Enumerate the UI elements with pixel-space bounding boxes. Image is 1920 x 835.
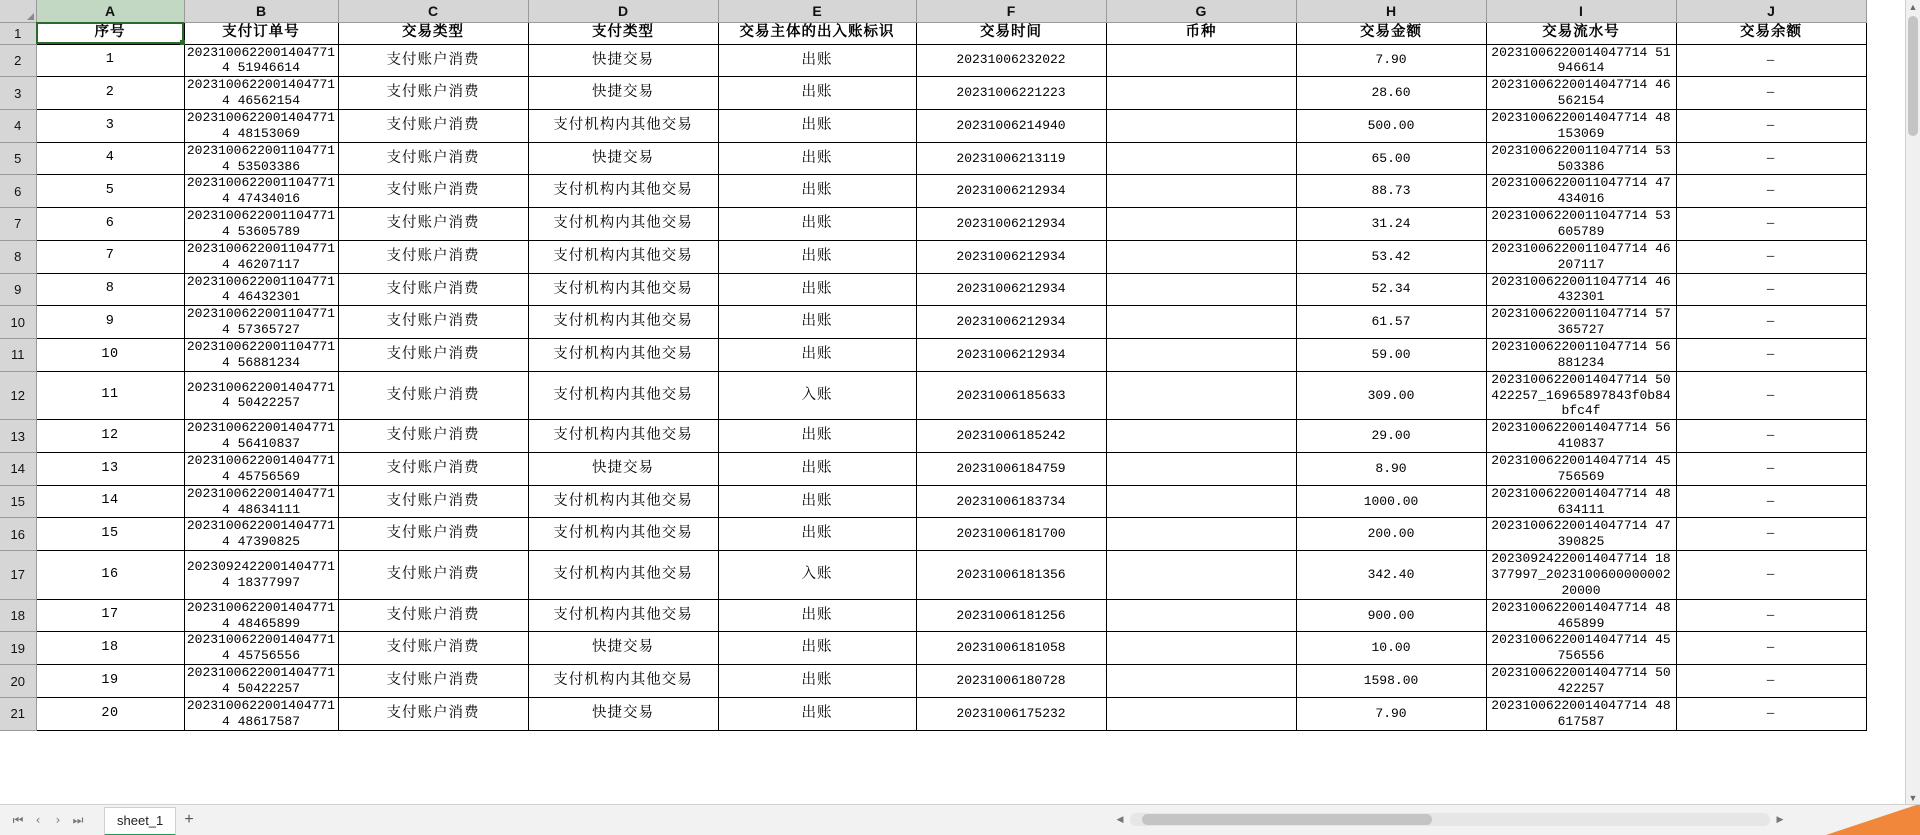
cell-I21[interactable]: 20231006220014047714 48617587 [1486, 697, 1676, 730]
table-row [0, 599, 1866, 632]
cell-B8[interactable]: 20231006220011047714 46207117 [184, 240, 338, 273]
cell-F19[interactable]: 20231006181058 [916, 632, 1106, 665]
cell-H14[interactable]: 8.90 [1296, 452, 1486, 485]
row-header-10[interactable]: 10 [0, 306, 36, 339]
table-row [0, 109, 1866, 142]
corner-triangle-icon [27, 13, 34, 20]
cell-C7[interactable]: 支付账户消费 [338, 208, 528, 241]
cell-B5[interactable]: 20231006220011047714 53503386 [184, 142, 338, 175]
row-header-5[interactable]: 5 [0, 142, 36, 175]
cell-F9[interactable]: 20231006212934 [916, 273, 1106, 306]
header-cell-A[interactable]: 序号 [36, 22, 184, 44]
add-sheet-button[interactable]: + [184, 811, 194, 828]
cell-G15[interactable] [1106, 485, 1296, 518]
row-header-21[interactable]: 21 [0, 697, 36, 730]
row-header-2[interactable]: 2 [0, 44, 36, 77]
cell-H4[interactable]: 500.00 [1296, 109, 1486, 142]
cell-E16[interactable]: 出账 [718, 518, 916, 551]
cell-H13[interactable]: 29.00 [1296, 420, 1486, 453]
cell-H17[interactable]: 342.40 [1296, 551, 1486, 600]
cell-H15[interactable]: 1000.00 [1296, 485, 1486, 518]
cell-D15[interactable]: 支付机构内其他交易 [528, 485, 718, 518]
row-header-16[interactable]: 16 [0, 518, 36, 551]
cell-I17[interactable]: 20230924220014047714 18377997_202310060000000220000 [1486, 551, 1676, 600]
next-sheet-icon[interactable]: › [55, 813, 61, 827]
cell-D14[interactable]: 快捷交易 [528, 452, 718, 485]
horizontal-scroll-thumb[interactable] [1142, 814, 1432, 825]
cell-G2[interactable] [1106, 44, 1296, 77]
cell-G14[interactable] [1106, 452, 1296, 485]
cell-C17[interactable]: 支付账户消费 [338, 551, 528, 600]
cell-B20[interactable]: 20231006220014047714 50422257 [184, 665, 338, 698]
header-cell-B[interactable]: 支付订单号 [184, 22, 338, 44]
cell-B14[interactable]: 20231006220014047714 45756569 [184, 452, 338, 485]
column-header-A[interactable]: A [36, 0, 184, 22]
cell-B19[interactable]: 20231006220014047714 45756556 [184, 632, 338, 665]
cell-C8[interactable]: 支付账户消费 [338, 240, 528, 273]
cell-C21[interactable]: 支付账户消费 [338, 697, 528, 730]
row-header-1[interactable]: 1 [0, 22, 36, 44]
cell-D3[interactable]: 快捷交易 [528, 77, 718, 110]
cell-F15[interactable]: 20231006183734 [916, 485, 1106, 518]
cell-F18[interactable]: 20231006181256 [916, 599, 1106, 632]
header-cell-D[interactable]: 支付类型 [528, 22, 718, 44]
cell-A3[interactable]: 2 [36, 77, 184, 110]
cell-J4[interactable]: – [1676, 109, 1866, 142]
cell-F10[interactable]: 20231006212934 [916, 306, 1106, 339]
cell-C12[interactable]: 支付账户消费 [338, 371, 528, 420]
cell-I8[interactable]: 20231006220011047714 46207117 [1486, 240, 1676, 273]
cell-F7[interactable]: 20231006212934 [916, 208, 1106, 241]
cell-G20[interactable] [1106, 665, 1296, 698]
cell-F17[interactable]: 20231006181356 [916, 551, 1106, 600]
table-row [0, 306, 1866, 339]
cell-H21[interactable]: 7.90 [1296, 697, 1486, 730]
cell-F2[interactable]: 20231006232022 [916, 44, 1106, 77]
column-header-E[interactable]: E [718, 0, 916, 22]
cell-B4[interactable]: 20231006220014047714 48153069 [184, 109, 338, 142]
cell-A2[interactable]: 1 [36, 44, 184, 77]
cell-J15[interactable]: – [1676, 485, 1866, 518]
cell-D8[interactable]: 支付机构内其他交易 [528, 240, 718, 273]
table-row [0, 22, 1866, 44]
cell-G10[interactable] [1106, 306, 1296, 339]
header-cell-F[interactable]: 交易时间 [916, 22, 1106, 44]
table-row [0, 452, 1866, 485]
cell-H5[interactable]: 65.00 [1296, 142, 1486, 175]
cell-E9[interactable]: 出账 [718, 273, 916, 306]
cell-D5[interactable]: 快捷交易 [528, 142, 718, 175]
cell-J17[interactable]: – [1676, 551, 1866, 600]
cell-A13[interactable]: 12 [36, 420, 184, 453]
first-sheet-icon[interactable]: ⏮ [12, 813, 24, 827]
cell-B9[interactable]: 20231006220011047714 46432301 [184, 273, 338, 306]
table-row [0, 273, 1866, 306]
vertical-scroll-thumb[interactable] [1908, 16, 1918, 136]
cell-H16[interactable]: 200.00 [1296, 518, 1486, 551]
cell-J3[interactable]: – [1676, 77, 1866, 110]
table-row [0, 338, 1866, 371]
header-cell-I[interactable]: 交易流水号 [1486, 22, 1676, 44]
cell-E15[interactable]: 出账 [718, 485, 916, 518]
cell-J8[interactable]: – [1676, 240, 1866, 273]
column-header-C[interactable]: C [338, 0, 528, 22]
row-header-13[interactable]: 13 [0, 420, 36, 453]
cell-C11[interactable]: 支付账户消费 [338, 338, 528, 371]
scroll-up-icon[interactable]: ▲ [1908, 2, 1918, 12]
cell-E5[interactable]: 出账 [718, 142, 916, 175]
cell-B11[interactable]: 20231006220011047714 56881234 [184, 338, 338, 371]
cell-H3[interactable]: 28.60 [1296, 77, 1486, 110]
cell-B6[interactable]: 20231006220011047714 47434016 [184, 175, 338, 208]
cell-F16[interactable]: 20231006181700 [916, 518, 1106, 551]
column-header-D[interactable]: D [528, 0, 718, 22]
header-cell-J[interactable]: 交易余额 [1676, 22, 1866, 44]
cell-A6[interactable]: 5 [36, 175, 184, 208]
cell-J11[interactable]: – [1676, 338, 1866, 371]
cell-A11[interactable]: 10 [36, 338, 184, 371]
cell-C20[interactable]: 支付账户消费 [338, 665, 528, 698]
cell-C14[interactable]: 支付账户消费 [338, 452, 528, 485]
cell-B18[interactable]: 20231006220014047714 48465899 [184, 599, 338, 632]
cell-G19[interactable] [1106, 632, 1296, 665]
cell-A10[interactable]: 9 [36, 306, 184, 339]
table-row [0, 208, 1866, 241]
cell-E3[interactable]: 出账 [718, 77, 916, 110]
cell-A5[interactable]: 4 [36, 142, 184, 175]
header-cell-E[interactable]: 交易主体的出入账标识 [718, 22, 916, 44]
cell-C19[interactable]: 支付账户消费 [338, 632, 528, 665]
cell-H12[interactable]: 309.00 [1296, 371, 1486, 420]
cell-A16[interactable]: 15 [36, 518, 184, 551]
column-header-B[interactable]: B [184, 0, 338, 22]
cell-I2[interactable]: 20231006220014047714 51946614 [1486, 44, 1676, 77]
table-row [0, 77, 1866, 110]
cell-J14[interactable]: – [1676, 452, 1866, 485]
table-row [0, 420, 1866, 453]
cell-I12[interactable]: 20231006220014047714 50422257_16965897843f0b84bfc4f [1486, 371, 1676, 420]
table-row [0, 551, 1866, 600]
sheet-nav-buttons[interactable] [8, 809, 88, 831]
cell-G12[interactable] [1106, 371, 1296, 420]
row-header-14[interactable]: 14 [0, 452, 36, 485]
cell-E17[interactable]: 入账 [718, 551, 916, 600]
cell-E18[interactable]: 出账 [718, 599, 916, 632]
table-row [0, 240, 1866, 273]
cell-E7[interactable]: 出账 [718, 208, 916, 241]
bottom-bar [0, 804, 1920, 835]
cell-A21[interactable]: 20 [36, 697, 184, 730]
cell-J10[interactable]: – [1676, 306, 1866, 339]
cell-I19[interactable]: 20231006220014047714 45756556 [1486, 632, 1676, 665]
row-header-6[interactable]: 6 [0, 175, 36, 208]
cell-H8[interactable]: 53.42 [1296, 240, 1486, 273]
cell-C6[interactable]: 支付账户消费 [338, 175, 528, 208]
cell-E4[interactable]: 出账 [718, 109, 916, 142]
cell-B3[interactable]: 20231006220014047714 46562154 [184, 77, 338, 110]
row-header-12[interactable]: 12 [0, 371, 36, 420]
cell-J12[interactable]: – [1676, 371, 1866, 420]
cell-I20[interactable]: 20231006220014047714 50422257 [1486, 665, 1676, 698]
cell-G6[interactable] [1106, 175, 1296, 208]
cell-A9[interactable]: 8 [36, 273, 184, 306]
cell-C18[interactable]: 支付账户消费 [338, 599, 528, 632]
cell-B15[interactable]: 20231006220014047714 48634111 [184, 485, 338, 518]
cell-B7[interactable]: 20231006220011047714 53605789 [184, 208, 338, 241]
column-header-I[interactable]: I [1486, 0, 1676, 22]
cell-G8[interactable] [1106, 240, 1296, 273]
cell-I6[interactable]: 20231006220011047714 47434016 [1486, 175, 1676, 208]
cell-E21[interactable]: 出账 [718, 697, 916, 730]
cell-I7[interactable]: 20231006220011047714 53605789 [1486, 208, 1676, 241]
cell-H7[interactable]: 31.24 [1296, 208, 1486, 241]
cell-I13[interactable]: 20231006220014047714 56410837 [1486, 420, 1676, 453]
cell-H11[interactable]: 59.00 [1296, 338, 1486, 371]
sheet-tab-sheet_1[interactable]: sheet_1 [104, 807, 176, 835]
cell-H19[interactable]: 10.00 [1296, 632, 1486, 665]
cell-A17[interactable]: 16 [36, 551, 184, 600]
cell-J7[interactable]: – [1676, 208, 1866, 241]
cell-J20[interactable]: – [1676, 665, 1866, 698]
cell-C5[interactable]: 支付账户消费 [338, 142, 528, 175]
cell-D20[interactable]: 支付机构内其他交易 [528, 665, 718, 698]
cell-I15[interactable]: 20231006220014047714 48634111 [1486, 485, 1676, 518]
select-all-corner[interactable] [0, 0, 36, 22]
cell-F11[interactable]: 20231006212934 [916, 338, 1106, 371]
table-row [0, 697, 1866, 730]
cell-D10[interactable]: 支付机构内其他交易 [528, 306, 718, 339]
column-header-F[interactable]: F [916, 0, 1106, 22]
cell-E2[interactable]: 出账 [718, 44, 916, 77]
cell-F3[interactable]: 20231006221223 [916, 77, 1106, 110]
cell-G9[interactable] [1106, 273, 1296, 306]
cell-G4[interactable] [1106, 109, 1296, 142]
cell-I18[interactable]: 20231006220014047714 48465899 [1486, 599, 1676, 632]
cell-G3[interactable] [1106, 77, 1296, 110]
row-header-18[interactable]: 18 [0, 599, 36, 632]
cell-I4[interactable]: 20231006220014047714 48153069 [1486, 109, 1676, 142]
cell-E6[interactable]: 出账 [718, 175, 916, 208]
cell-G21[interactable] [1106, 697, 1296, 730]
cell-C3[interactable]: 支付账户消费 [338, 77, 528, 110]
cell-D6[interactable]: 支付机构内其他交易 [528, 175, 718, 208]
cell-G13[interactable] [1106, 420, 1296, 453]
cell-C9[interactable]: 支付账户消费 [338, 273, 528, 306]
cell-E11[interactable]: 出账 [718, 338, 916, 371]
cell-J21[interactable]: – [1676, 697, 1866, 730]
cell-A12[interactable]: 11 [36, 371, 184, 420]
cell-D21[interactable]: 快捷交易 [528, 697, 718, 730]
row-header-8[interactable]: 8 [0, 240, 36, 273]
table-row [0, 632, 1866, 665]
cell-E13[interactable]: 出账 [718, 420, 916, 453]
cell-B12[interactable]: 20231006220014047714 50422257 [184, 371, 338, 420]
cell-I9[interactable]: 20231006220011047714 46432301 [1486, 273, 1676, 306]
cell-G17[interactable] [1106, 551, 1296, 600]
cell-A7[interactable]: 6 [36, 208, 184, 241]
cell-J16[interactable]: – [1676, 518, 1866, 551]
cell-F20[interactable]: 20231006180728 [916, 665, 1106, 698]
cell-G11[interactable] [1106, 338, 1296, 371]
cell-D12[interactable]: 支付机构内其他交易 [528, 371, 718, 420]
cell-D11[interactable]: 支付机构内其他交易 [528, 338, 718, 371]
cell-G7[interactable] [1106, 208, 1296, 241]
cell-E8[interactable]: 出账 [718, 240, 916, 273]
row-header-20[interactable]: 20 [0, 665, 36, 698]
cell-C15[interactable]: 支付账户消费 [338, 485, 528, 518]
row-header-17[interactable]: 17 [0, 551, 36, 600]
cell-C2[interactable]: 支付账户消费 [338, 44, 528, 77]
prev-sheet-icon[interactable]: ‹ [35, 813, 41, 827]
cell-J2[interactable]: – [1676, 44, 1866, 77]
table-row [0, 142, 1866, 175]
cell-A19[interactable]: 18 [36, 632, 184, 665]
row-header-9[interactable]: 9 [0, 273, 36, 306]
cell-A20[interactable]: 19 [36, 665, 184, 698]
column-header-H[interactable]: H [1296, 0, 1486, 22]
decorative-corner-mark [1770, 805, 1920, 835]
cell-D9[interactable]: 支付机构内其他交易 [528, 273, 718, 306]
row-header-7[interactable]: 7 [0, 208, 36, 241]
cell-C13[interactable]: 支付账户消费 [338, 420, 528, 453]
column-header-G[interactable]: G [1106, 0, 1296, 22]
cell-A14[interactable]: 13 [36, 452, 184, 485]
cell-I10[interactable]: 20231006220011047714 57365727 [1486, 306, 1676, 339]
cell-H10[interactable]: 61.57 [1296, 306, 1486, 339]
scroll-right-icon[interactable]: ▶ [1776, 814, 1784, 824]
cell-E19[interactable]: 出账 [718, 632, 916, 665]
cell-J19[interactable]: – [1676, 632, 1866, 665]
cell-I14[interactable]: 20231006220014047714 45756569 [1486, 452, 1676, 485]
cell-J13[interactable]: – [1676, 420, 1866, 453]
cell-D19[interactable]: 快捷交易 [528, 632, 718, 665]
cell-H9[interactable]: 52.34 [1296, 273, 1486, 306]
column-header-row [0, 0, 1866, 22]
cell-C10[interactable]: 支付账户消费 [338, 306, 528, 339]
header-cell-H[interactable]: 交易金额 [1296, 22, 1486, 44]
last-sheet-icon[interactable]: ⏭ [72, 813, 84, 827]
cell-D16[interactable]: 支付机构内其他交易 [528, 518, 718, 551]
cell-H20[interactable]: 1598.00 [1296, 665, 1486, 698]
row-header-15[interactable]: 15 [0, 485, 36, 518]
cell-B10[interactable]: 20231006220011047714 57365727 [184, 306, 338, 339]
cell-B21[interactable]: 20231006220014047714 48617587 [184, 697, 338, 730]
cell-B13[interactable]: 20231006220014047714 56410837 [184, 420, 338, 453]
cell-B2[interactable]: 20231006220014047714 51946614 [184, 44, 338, 77]
cell-J9[interactable]: – [1676, 273, 1866, 306]
header-cell-G[interactable]: 币种 [1106, 22, 1296, 44]
header-cell-C[interactable]: 交易类型 [338, 22, 528, 44]
horizontal-scrollbar[interactable] [1116, 813, 1784, 826]
cell-F12[interactable]: 20231006185633 [916, 371, 1106, 420]
cell-A4[interactable]: 3 [36, 109, 184, 142]
cell-H6[interactable]: 88.73 [1296, 175, 1486, 208]
cell-I5[interactable]: 20231006220011047714 53503386 [1486, 142, 1676, 175]
cell-D13[interactable]: 支付机构内其他交易 [528, 420, 718, 453]
cell-F13[interactable]: 20231006185242 [916, 420, 1106, 453]
cell-D17[interactable]: 支付机构内其他交易 [528, 551, 718, 600]
cell-A18[interactable]: 17 [36, 599, 184, 632]
cell-D18[interactable]: 支付机构内其他交易 [528, 599, 718, 632]
row-header-4[interactable]: 4 [0, 109, 36, 142]
row-header-3[interactable]: 3 [0, 77, 36, 110]
cell-C4[interactable]: 支付账户消费 [338, 109, 528, 142]
cell-J18[interactable]: – [1676, 599, 1866, 632]
cell-I16[interactable]: 20231006220014047714 47390825 [1486, 518, 1676, 551]
cell-E10[interactable]: 出账 [718, 306, 916, 339]
cell-H18[interactable]: 900.00 [1296, 599, 1486, 632]
table-row [0, 665, 1866, 698]
cell-J6[interactable]: – [1676, 175, 1866, 208]
cell-I11[interactable]: 20231006220011047714 56881234 [1486, 338, 1676, 371]
cell-J5[interactable]: – [1676, 142, 1866, 175]
cell-H2[interactable]: 7.90 [1296, 44, 1486, 77]
cell-I3[interactable]: 20231006220014047714 46562154 [1486, 77, 1676, 110]
scroll-left-icon[interactable]: ◀ [1116, 814, 1124, 824]
cell-D7[interactable]: 支付机构内其他交易 [528, 208, 718, 241]
cell-B16[interactable]: 20231006220014047714 47390825 [184, 518, 338, 551]
column-header-J[interactable]: J [1676, 0, 1866, 22]
row-header-11[interactable]: 11 [0, 338, 36, 371]
cell-D4[interactable]: 支付机构内其他交易 [528, 109, 718, 142]
table-row [0, 175, 1866, 208]
cell-D2[interactable]: 快捷交易 [528, 44, 718, 77]
cell-E20[interactable]: 出账 [718, 665, 916, 698]
cell-B17[interactable]: 20230924220014047714 18377997 [184, 551, 338, 600]
vertical-scrollbar[interactable] [1905, 0, 1920, 805]
cell-C16[interactable]: 支付账户消费 [338, 518, 528, 551]
cell-F21[interactable]: 20231006175232 [916, 697, 1106, 730]
cell-F8[interactable]: 20231006212934 [916, 240, 1106, 273]
cell-G16[interactable] [1106, 518, 1296, 551]
cell-A8[interactable]: 7 [36, 240, 184, 273]
cell-F4[interactable]: 20231006214940 [916, 109, 1106, 142]
scroll-down-icon[interactable]: ▼ [1908, 793, 1918, 803]
table-row [0, 371, 1866, 420]
row-header-19[interactable]: 19 [0, 632, 36, 665]
cell-F6[interactable]: 20231006212934 [916, 175, 1106, 208]
cell-E12[interactable]: 入账 [718, 371, 916, 420]
cell-G18[interactable] [1106, 599, 1296, 632]
cell-F14[interactable]: 20231006184759 [916, 452, 1106, 485]
cell-A15[interactable]: 14 [36, 485, 184, 518]
table-row [0, 44, 1866, 77]
cell-G5[interactable] [1106, 142, 1296, 175]
cell-F5[interactable]: 20231006213119 [916, 142, 1106, 175]
table-row [0, 485, 1866, 518]
table-row [0, 518, 1866, 551]
cell-E14[interactable]: 出账 [718, 452, 916, 485]
